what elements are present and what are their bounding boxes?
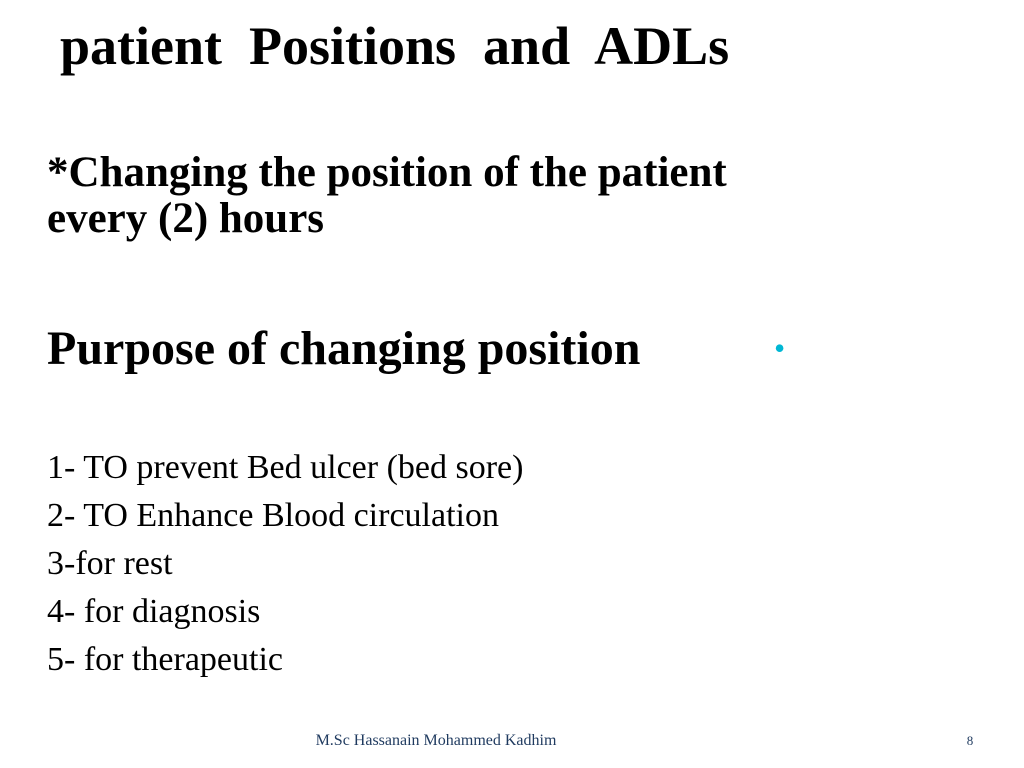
- list-item: 2- TO Enhance Blood circulation: [47, 497, 499, 534]
- list-item: 5- for therapeutic: [47, 641, 283, 678]
- slide-title: patient Positions and ADLs: [60, 16, 730, 76]
- slide-subtitle: *Changing the position of the patient every (2) hours: [47, 149, 727, 242]
- purpose-heading: Purpose of changing position: [47, 322, 641, 375]
- list-item: 1- TO prevent Bed ulcer (bed sore): [47, 449, 524, 486]
- bullet-dot-icon: •: [774, 330, 786, 366]
- purpose-list: [47, 444, 523, 684]
- page-number: 8: [966, 733, 974, 748]
- footer-author: M.Sc Hassanain Mohammed Kadhim: [315, 732, 557, 749]
- list-item: 3-for rest: [47, 545, 173, 582]
- list-item: 4- for diagnosis: [47, 593, 261, 630]
